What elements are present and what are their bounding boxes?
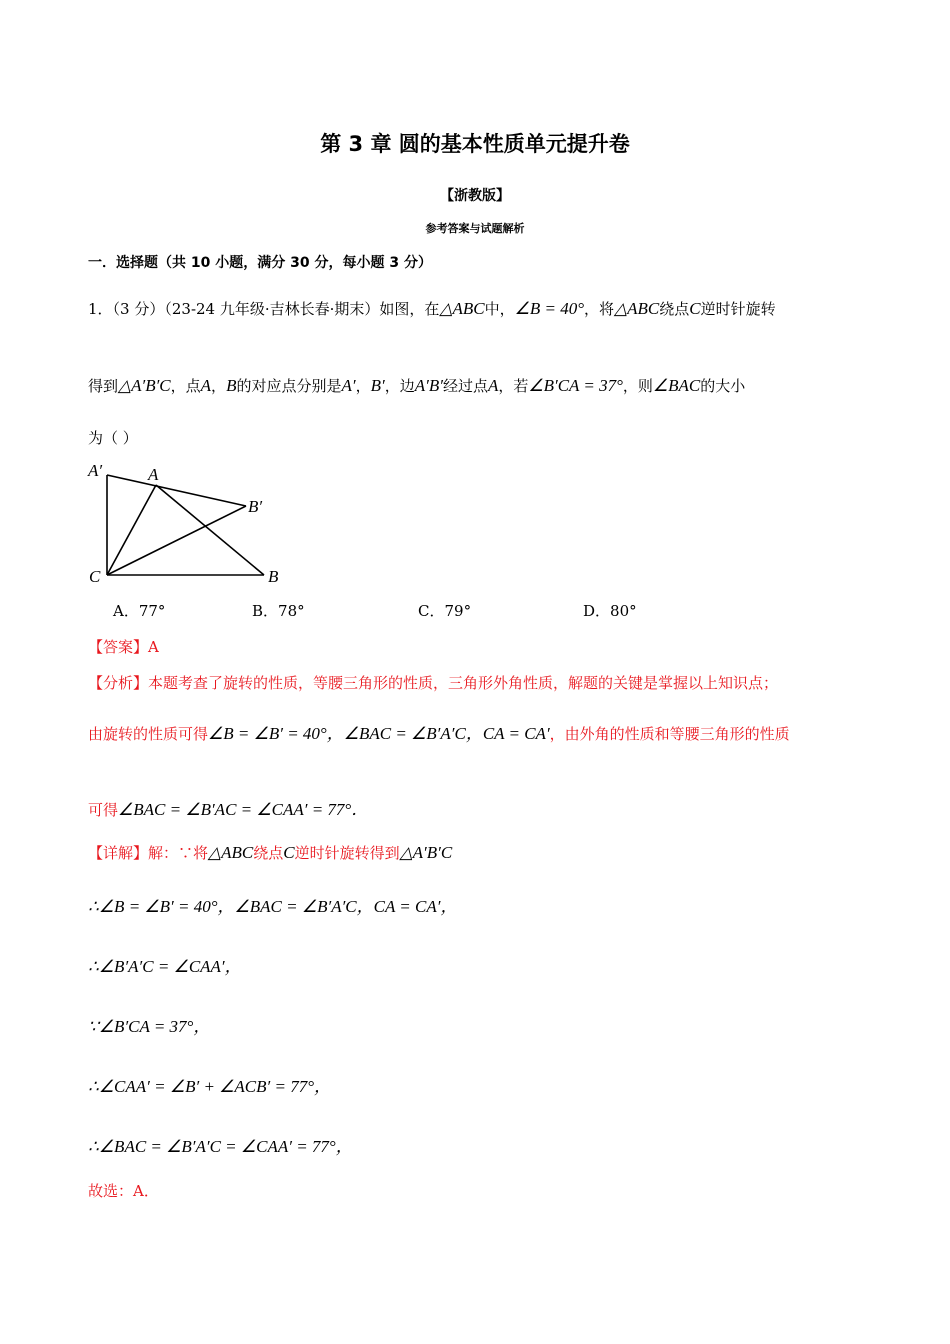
math-angle-bac: ∠BAC (652, 376, 701, 395)
math-point-b: B (226, 376, 237, 395)
question-text: ， (211, 377, 227, 395)
question-text: 的大小 (700, 377, 746, 395)
math-triangle-abc: △ABC (614, 299, 660, 318)
option-a: A．77° (113, 602, 166, 620)
math-rotation-equalities: ∠B = ∠B′ = 40°，∠BAC = ∠B′A′C，CA = CA′ (208, 724, 550, 743)
step-2 (88, 952, 242, 977)
detail-text: 绕点 (253, 844, 284, 862)
question-text: ，点 (170, 377, 201, 395)
question-text: ，则 (622, 377, 653, 395)
analysis-line-3 (88, 795, 368, 820)
math-angle-bpca: ∠B′CA = 37° (528, 376, 623, 395)
math-step: ∴∠B′A′C = ∠CAA′， (88, 957, 242, 976)
section-heading: 一．选择题（共 10 小题，满分 30 分，每小题 3 分） (88, 255, 432, 271)
math-point-a: A (200, 376, 212, 395)
question-text: ， (355, 377, 371, 395)
subtitle: 参考答案与试题解析 (425, 222, 525, 235)
edition-label: 【浙教版】 (440, 188, 510, 204)
question-text: ，边 (384, 377, 415, 395)
math-point-c: C (689, 299, 701, 318)
step-4 (88, 1072, 331, 1097)
analysis-text: 本题考查了旋转的性质，等腰三角形的性质，三角形外角性质，解题的关键是掌握以上知识点； (148, 674, 779, 692)
label-point-c: C (89, 567, 101, 586)
analysis-text: 可得 (88, 801, 119, 819)
math-step: ∴∠CAA′ = ∠B′ + ∠ACB′ = 77°， (88, 1077, 332, 1096)
math-triangle-abc: △ABC (208, 843, 254, 862)
label-point-b: B (268, 567, 279, 586)
math-point-c: C (283, 843, 295, 862)
question-text: 逆时针旋转 (700, 300, 776, 318)
geometry-figure (86, 458, 296, 588)
page-title: 第 3 章 圆的基本性质单元提升卷 (320, 132, 630, 156)
conclusion: 故选：A． (88, 1182, 159, 1200)
step-5 (88, 1132, 353, 1157)
analysis-text: 由旋转的性质可得 (88, 725, 209, 743)
math-step: ∴∠B = ∠B′ = 40°，∠BAC = ∠B′A′C，CA = CA′， (88, 897, 458, 916)
question-score: （3 分） (112, 300, 165, 318)
math-result: ∠BAC = ∠B′AC = ∠CAA′ = 77°． (118, 800, 369, 819)
step-1 (88, 892, 457, 917)
detail-label: 【详解】 (88, 844, 149, 862)
label-point-bp: B′ (248, 497, 263, 516)
math-triangle-abc: △ABC (439, 299, 485, 318)
question-text: 如图，在 (379, 300, 440, 318)
math-segment-apbp: A′B′ (414, 376, 443, 395)
question-line-3: 为（ ） (88, 429, 138, 447)
question-text: 中， (484, 300, 515, 318)
question-line-1 (88, 298, 776, 319)
math-point-a: A (487, 376, 499, 395)
analysis-line-1 (88, 672, 778, 693)
question-number: 1． (88, 300, 113, 318)
question-text: ，若 (498, 377, 529, 395)
math-point-ap: A′ (341, 376, 356, 395)
math-point-bp: B′ (370, 376, 385, 395)
option-c: C．79° (418, 602, 472, 620)
option-d: D．80° (583, 602, 637, 620)
question-line-2 (88, 375, 745, 396)
math-triangle-apbpc: △A′B′C (399, 843, 453, 862)
analysis-text: ，由外角的性质和等腰三角形的性质 (549, 725, 790, 743)
label-point-ap: A′ (88, 461, 103, 480)
question-text: 绕点 (659, 300, 690, 318)
segment-c-a (107, 485, 156, 575)
option-b: B．78° (252, 602, 305, 620)
question-text: 的对应点分别是 (236, 377, 342, 395)
math-step: ∵∠B′CA = 37°， (88, 1017, 211, 1036)
math-step: ∴∠BAC = ∠B′A′C = ∠CAA′ = 77°， (88, 1137, 353, 1156)
detail-text: 解：∵将 (148, 844, 209, 862)
step-3 (88, 1012, 210, 1037)
question-text: 得到 (88, 377, 119, 395)
label-point-a: A (148, 465, 159, 484)
analysis-label: 【分析】 (88, 674, 149, 692)
detail-text: 逆时针旋转得到 (294, 844, 400, 862)
question-source: （23-24 九年级·吉林长春·期末） (164, 300, 380, 318)
detail-line-1 (88, 842, 452, 863)
question-text: ，将 (584, 300, 615, 318)
analysis-line-2 (88, 719, 790, 744)
math-angle-b: ∠B = 40° (514, 299, 585, 318)
math-triangle-apbpc: △A′B′C (118, 376, 171, 395)
answer: 【答案】A (88, 638, 159, 656)
segment-c-bp (107, 506, 246, 575)
question-text: 经过点 (442, 377, 488, 395)
